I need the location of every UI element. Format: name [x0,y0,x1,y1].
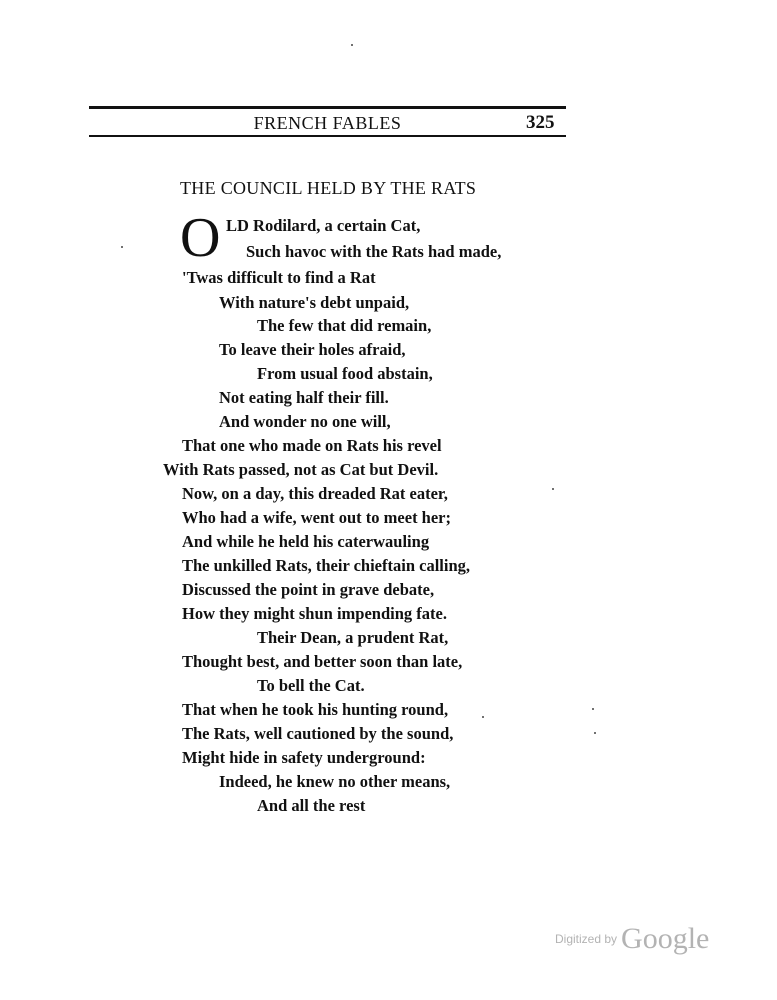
poem-line: Might hide in safety underground: [182,748,426,767]
poem-line: That when he took his hunting round, [182,700,449,719]
poem-line: And while he held his caterwauling [182,532,430,551]
google-logo: Google [621,922,710,955]
poem-line: Not eating half their fill. [219,388,389,407]
page-number: 325 [526,112,555,133]
poem-line: That one who made on Rats his revel [182,436,442,455]
poem-line: LD Rodilard, a certain Cat, [226,216,421,235]
poem-line: Now, on a day, this dreaded Rat eater, [182,484,448,503]
poem-line: The Rats, well cautioned by the sound, [182,724,454,743]
running-title: FRENCH FABLES [253,113,402,133]
scan-speck [552,488,554,490]
poem-line: And all the rest [257,796,366,815]
watermark-prefix: Digitized by [555,932,618,946]
header-rule-bottom [89,135,566,137]
poem-line: With Rats passed, not as Cat but Devil. [163,460,439,479]
header-rule-top [89,106,566,109]
poem-line: With nature's debt unpaid, [219,293,410,312]
poem-line: The unkilled Rats, their chieftain calling, [182,556,471,575]
poem-line: Who had a wife, went out to meet her; [182,508,452,527]
scan-speck [351,44,353,46]
poem-line: Discussed the point in grave debate, [182,580,435,599]
scan-speck [592,708,594,710]
poem-line: And wonder no one will, [219,412,391,431]
poem-line: Such havoc with the Rats had made, [246,242,502,261]
poem-line: Thought best, and better soon than late, [182,652,463,671]
poem-line: Indeed, he knew no other means, [219,772,451,791]
drop-cap: O [180,207,221,269]
poem-line: To bell the Cat. [257,676,365,695]
scan-speck [594,732,596,734]
poem-line: The few that did remain, [257,316,432,335]
scan-speck [482,716,484,718]
poem-line: How they might shun impending fate. [182,604,447,623]
poem-line: Their Dean, a prudent Rat, [257,628,449,647]
poem-line: From usual food abstain, [257,364,433,383]
digitized-by-google-watermark [555,922,709,956]
poem-title: THE COUNCIL HELD BY THE RATS [180,178,477,198]
scan-speck [121,246,123,248]
poem-line: To leave their holes afraid, [219,340,406,359]
poem-line: 'Twas difficult to find a Rat [182,268,376,287]
